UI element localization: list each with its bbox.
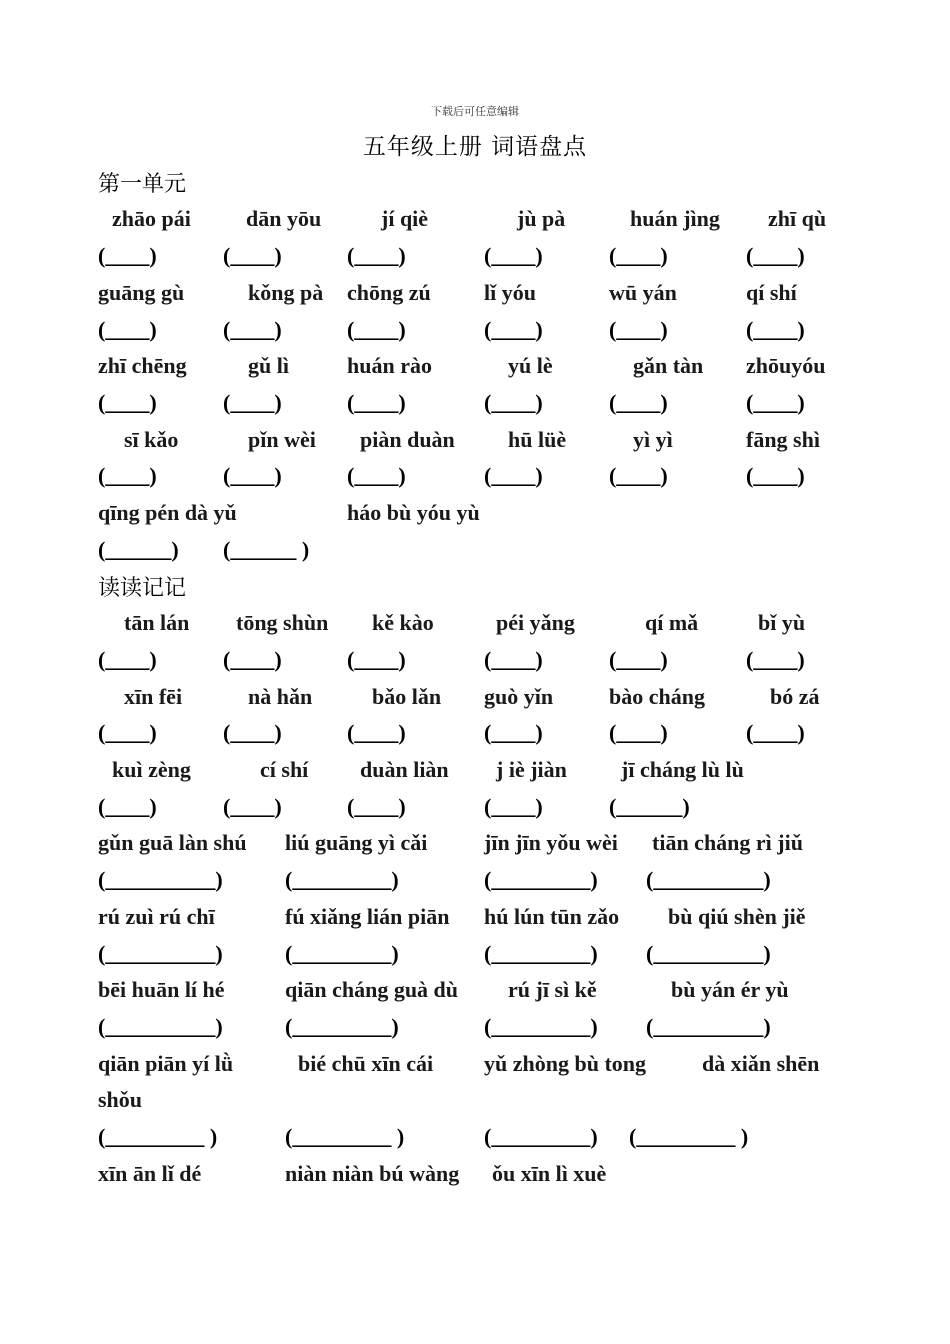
answer-blank[interactable]: (____) (484, 390, 543, 415)
answer-blank[interactable]: (____) (98, 720, 157, 745)
pinyin-word: nà hǎn (248, 684, 313, 709)
pinyin-word: kǒng pà (248, 280, 324, 305)
pinyin-row (0, 427, 950, 463)
answer-blank[interactable]: (____) (746, 390, 805, 415)
pinyin-idiom: bù yán ér yù (671, 977, 789, 1002)
answer-blank[interactable]: (__________) (646, 941, 771, 966)
pinyin-row (0, 830, 950, 866)
pinyin-idiom: háo bù yóu yù (347, 500, 480, 525)
blank-row (0, 243, 950, 279)
pinyin-row (0, 684, 950, 720)
answer-blank[interactable]: (____) (223, 720, 282, 745)
pinyin-word: tōng shùn (236, 610, 329, 635)
pinyin-word: lǐ yóu (484, 280, 536, 305)
pinyin-idiom: gǔn guā làn shú (98, 830, 247, 855)
pinyin-idiom: bù qiú shèn jiě (668, 904, 806, 929)
answer-blank[interactable]: (_________) (285, 941, 399, 966)
pinyin-row (0, 206, 950, 242)
pinyin-idiom-continuation: shǒu (98, 1087, 143, 1112)
pinyin-idiom: bēi huān lí hé (98, 977, 225, 1002)
answer-blank[interactable]: (____) (484, 243, 543, 268)
blank-row (0, 1124, 950, 1160)
answer-blank[interactable]: (____) (347, 720, 406, 745)
pinyin-idiom: qīng pén dà yǔ (98, 500, 237, 525)
answer-blank[interactable]: (____) (484, 647, 543, 672)
pinyin-row-wrap (0, 1087, 950, 1123)
pinyin-idiom: jī cháng lù lù (621, 757, 744, 782)
answer-blank[interactable]: (__________) (646, 1014, 771, 1039)
answer-blank[interactable]: (____) (347, 647, 406, 672)
answer-blank[interactable]: (____) (609, 243, 668, 268)
pinyin-word: sī kǎo (124, 427, 179, 452)
answer-blank[interactable]: (____) (347, 463, 406, 488)
answer-blank[interactable]: (____) (347, 794, 406, 819)
answer-blank[interactable]: (_________ ) (629, 1124, 749, 1149)
answer-blank[interactable]: (____) (98, 647, 157, 672)
answer-blank[interactable]: (____) (609, 647, 668, 672)
answer-blank[interactable]: (____) (98, 317, 157, 342)
pinyin-row (0, 353, 950, 389)
answer-blank[interactable]: (_________ ) (98, 1124, 218, 1149)
pinyin-word: gǎn tàn (633, 353, 704, 378)
answer-blank[interactable]: (____) (223, 317, 282, 342)
answer-blank[interactable]: (_________) (285, 867, 399, 892)
answer-blank[interactable]: (____) (484, 317, 543, 342)
pinyin-word: zhāo pái (112, 206, 191, 231)
pinyin-idiom: rú zuì rú chī (98, 904, 215, 929)
pinyin-word: guò yǐn (484, 684, 554, 709)
answer-blank[interactable]: (____) (746, 720, 805, 745)
section-heading-read-remember: 读读记记 (98, 576, 187, 601)
pinyin-word: chōng zú (347, 280, 431, 305)
blank-row (0, 1014, 950, 1050)
pinyin-idiom: qiān piān yí lǜ (98, 1051, 234, 1076)
blank-row (0, 647, 950, 683)
section-heading-unit-one: 第一单元 (98, 172, 187, 197)
blank-row (0, 720, 950, 756)
pinyin-idiom: liú guāng yì cǎi (285, 830, 428, 855)
pinyin-word: qí shí (746, 280, 797, 305)
pinyin-word: piàn duàn (360, 427, 455, 452)
pinyin-word: bào cháng (609, 684, 705, 709)
answer-blank[interactable]: (____) (98, 243, 157, 268)
pinyin-word: j iè jiàn (496, 757, 567, 782)
pinyin-word: zhī chēng (98, 353, 187, 378)
pinyin-idiom: ǒu xīn lì xuè (492, 1161, 607, 1186)
pinyin-row (0, 1051, 950, 1087)
pinyin-word: dān yōu (246, 206, 322, 231)
blank-row (0, 390, 950, 426)
pinyin-word: gǔ lì (248, 353, 289, 378)
pinyin-idiom: niàn niàn bú wàng (285, 1161, 460, 1186)
answer-blank[interactable]: (____) (223, 647, 282, 672)
answer-blank[interactable]: (______) (98, 537, 179, 562)
pinyin-row (0, 1161, 950, 1197)
answer-blank[interactable]: (_________ ) (285, 1124, 405, 1149)
pinyin-idiom: hú lún tūn zǎo (484, 904, 620, 929)
answer-blank[interactable]: (____) (609, 720, 668, 745)
pinyin-word: jù pà (517, 206, 566, 231)
pinyin-word: jí qiè (381, 206, 429, 231)
pinyin-idiom: xīn ān lǐ dé (98, 1161, 202, 1186)
pinyin-row (0, 977, 950, 1013)
answer-blank[interactable]: (____) (484, 463, 543, 488)
answer-blank[interactable]: (____) (223, 463, 282, 488)
blank-row (0, 941, 950, 977)
answer-blank[interactable]: (__________) (646, 867, 771, 892)
pinyin-word: yì yì (633, 427, 673, 452)
answer-blank[interactable]: (____) (98, 794, 157, 819)
answer-blank[interactable]: (____) (484, 720, 543, 745)
pinyin-word: zhōuyóu (746, 353, 826, 378)
pinyin-word: wū yán (609, 280, 677, 305)
pinyin-word: pǐn wèi (248, 427, 316, 452)
blank-row (0, 537, 950, 573)
answer-blank[interactable]: (____) (609, 317, 668, 342)
answer-blank[interactable]: (____) (347, 317, 406, 342)
pinyin-idiom: fú xiǎng lián piān (285, 904, 450, 929)
pinyin-word: fāng shì (746, 427, 820, 452)
pinyin-idiom: rú jī sì kě (508, 977, 597, 1002)
pinyin-row (0, 904, 950, 940)
answer-blank[interactable]: (____) (223, 794, 282, 819)
answer-blank[interactable]: (______) (609, 794, 690, 819)
answer-blank[interactable]: (_________) (484, 1014, 598, 1039)
pinyin-idiom: jīn jīn yǒu wèi (484, 830, 618, 855)
page-title: 五年级上册 词语盘点 (362, 134, 588, 160)
pinyin-word: huán rào (347, 353, 432, 378)
pinyin-word: zhī qù (768, 206, 827, 231)
answer-blank[interactable]: (_________) (484, 1124, 598, 1149)
answer-blank[interactable]: (_________) (484, 941, 598, 966)
pinyin-word: xīn fēi (124, 684, 183, 709)
answer-blank[interactable]: (__________) (98, 867, 223, 892)
pinyin-word: tān lán (124, 610, 190, 635)
pinyin-word: qí mǎ (645, 610, 699, 635)
answer-blank[interactable]: (____) (347, 390, 406, 415)
pinyin-idiom: tiān cháng rì jiǔ (652, 830, 803, 855)
blank-row (0, 317, 950, 353)
answer-blank[interactable]: (____) (484, 794, 543, 819)
answer-blank[interactable]: (__________) (98, 941, 223, 966)
blank-row (0, 794, 950, 830)
pinyin-word: bó zá (770, 684, 820, 709)
download-note: 下载后可任意编辑 (431, 105, 519, 118)
pinyin-row (0, 280, 950, 316)
pinyin-word: kě kào (372, 610, 434, 635)
pinyin-row (0, 757, 950, 793)
pinyin-idiom: yǔ zhòng bù tong (484, 1051, 647, 1076)
pinyin-word: cí shí (260, 757, 309, 782)
pinyin-idiom: bié chū xīn cái (298, 1051, 434, 1076)
pinyin-word: péi yǎng (496, 610, 575, 635)
pinyin-word: hū lüè (508, 427, 567, 452)
pinyin-idiom: dà xiǎn shēn (702, 1051, 820, 1076)
answer-blank[interactable]: (____) (98, 390, 157, 415)
blank-row (0, 463, 950, 499)
pinyin-row (0, 610, 950, 646)
pinyin-word: duàn liàn (360, 757, 449, 782)
answer-blank[interactable]: (____) (609, 390, 668, 415)
answer-blank[interactable]: (____) (746, 317, 805, 342)
answer-blank[interactable]: (______ ) (223, 537, 310, 562)
pinyin-word: huán jìng (630, 206, 720, 231)
answer-blank[interactable]: (____) (347, 243, 406, 268)
answer-blank[interactable]: (__________) (98, 1014, 223, 1039)
pinyin-row (0, 500, 950, 536)
answer-blank[interactable]: (____) (609, 463, 668, 488)
answer-blank[interactable]: (____) (746, 647, 805, 672)
pinyin-word: bǎo lǎn (372, 684, 442, 709)
answer-blank[interactable]: (____) (223, 243, 282, 268)
answer-blank[interactable]: (____) (746, 463, 805, 488)
pinyin-word: kuì zèng (112, 757, 191, 782)
pinyin-word: guāng gù (98, 280, 185, 305)
answer-blank[interactable]: (_________) (285, 1014, 399, 1039)
answer-blank[interactable]: (_________) (484, 867, 598, 892)
blank-row (0, 867, 950, 903)
answer-blank[interactable]: (____) (223, 390, 282, 415)
answer-blank[interactable]: (____) (98, 463, 157, 488)
pinyin-word: yú lè (508, 353, 553, 378)
pinyin-idiom: qiān cháng guà dù (285, 977, 459, 1002)
answer-blank[interactable]: (____) (746, 243, 805, 268)
pinyin-word: bǐ yù (758, 610, 806, 635)
